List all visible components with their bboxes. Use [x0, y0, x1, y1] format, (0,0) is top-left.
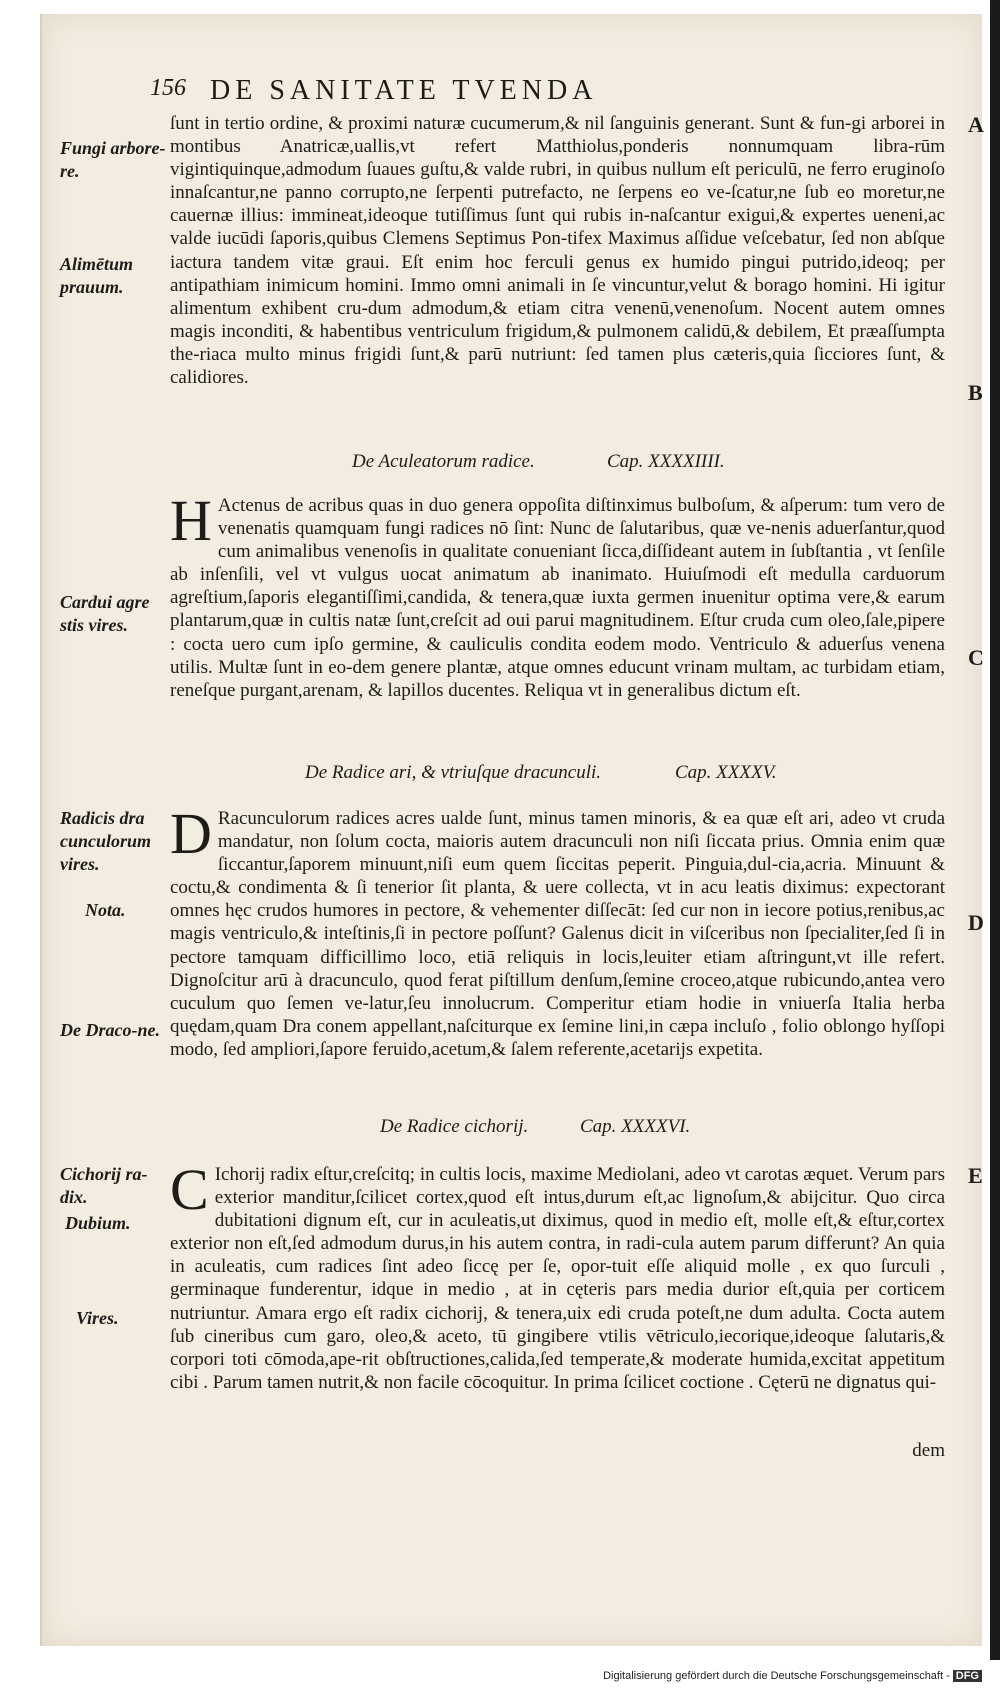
drop-cap: C: [170, 1157, 209, 1222]
margin-note-cichorij-radix: Cichorij ra-dix.: [60, 1164, 148, 1207]
paragraph-fungi: ſunt in tertio ordine, & proximi naturæ cucumerum,& nil ſanguinis generant. Sunt & fun-gi arborei in montibus Anatricæ,uallis,vt refert Matthiolus,ponderis nonnumquam libra-rūm vigintiquinque,admodum ſuaues guſtu,& valde rubri, in quibus nullum eſt periculū, ne ferro eruginoſo innaſcantur,ne panno corrupto,ne ſerpenti putrefacto, ne ſerpens eo ve-ſcatur,ne ſub eo moretur,ne cauernæ illius: immineat,ideoque tutiſſimus ſunt qui rubis in-naſcantur exigui,& expertes ueneni,ac valde iucūdi ſaporis,quibus Clemens Septimus Pon-tifex Maximus aſſidue veſcebatur, ſed non abſque iactura tandem vitæ graui. Eſt enim hoc ferculi genus ex humido pingui putrido,ideoq; per antipathiam inimicum homini. Immo omni animali in ſe vincuntur,velut & borago homini. Hi igitur alimentum exhibent cru-dum admodum,& etiam citra venenū,venenoſum. Nocent autem omnes magis inconditi, & habentibus ventriculum frigidum,& pulmonem calidū,& debilem, Et præaſſumpta the-riaca multo minus frigidi ſunt,& parū nutriunt: ſed tamen plus cæteris,quia ſicciores ſunt, & calidiores.: [170, 113, 945, 389]
side-letter-b: B: [968, 380, 983, 405]
margin-note-alimentum-pravum: Alimētum prauum.: [60, 254, 134, 297]
page-number: 156: [150, 75, 186, 101]
margin-note-cardui: Cardui agre stis vires.: [60, 592, 150, 635]
chapter-title: De Radice cichorij.: [380, 1116, 529, 1137]
margin-note-de-dracone: De Draco-ne.: [60, 1020, 160, 1040]
page-edge: [990, 0, 1000, 1660]
margin-note-vires: Vires.: [76, 1308, 119, 1328]
paragraph-text: Racunculorum radices acres ualde ſunt, minus tamen minoris, & ea quæ eſt ari, adeo vt cruda mandatur, non ſolum cocta, maioris autem dracunculi non niſi ſiccata prius. Omnia enim quæ ſiccantur,ſaporem minuunt,niſi eum quem ſiccitas peperit. Pinguia,dul-cia,acria. Minuunt & coctu,& condimenta & ſi tenerior ſit planta, & uere collecta, vt in acu leatis diximus: expectorant omnes hęc crudos humores in pectore, & vehementer diſſecāt: ſed cur non in iecore potius,renibus,ac magis ventriculo,& inteſtinis,ſi in pectore poſſunt? Galenus dicit in viſceribus non ſpecialiter,ſed ſi in pectore tamquam difficillimo loco, etiā reliquis in locis,leuiter etiam aſtringunt,vt ille refert. Dignoſcitur arū à dracunculo, quod ferat piſtillum denſum,ſemine croceo,atque rubicundo,antea vero cuculum quo ſemen ve-latur,ſeu innolucrum. Comperitur etiam hodie in vniuerſa Italia herba quędam,quam Dra conem appellant,naſciturque ex ſemine lini,in cæpa incluſo , folio oblongo hyſſopi modo, ſed ampliori,ſapore feruido,acetum,& ſalem referente,acetarijs expetita.: [170, 808, 945, 1060]
margin-note-dubium: Dubium.: [65, 1213, 131, 1233]
paragraph-text: Actenus de acribus quas in duo genera oppoſita diſtinximus bulboſum, & aſperum: tum vero de venenatis quamquam fungi radices nō ſint: Nunc de ſalutaribus, quæ ve-nenis aduerſantur,quod cum animalibus venenoſis in qualitate conueniant ſicca,diſſideant autem in ſubſtantia , vt ſenſile ab inſenſili, vel vt vulgus uocat animatum ab inanimato. Huiuſmodi eſt medulla carduorum agreſtium,ſaporis elegantiſſimi,candida, & tenera,quæ iuxta germen inuenitur optima vere,& earum plantarum,quæ in cultis natæ ſunt,creſcit ad oui parui magnitudinem. Eſtur cruda cum oleo,ſale,pipere : cocta uero cum ipſo germine, & cauliculis condita eodem modo. Ventriculo & aduerſus venena utilis. Multæ ſunt in eo-dem genere plantæ, atque omnes educunt vrinam multam, ac turbidam etiam, reneſque purgant,arenam, & lapillos ducentes. Reliqua vt in generalibus dictum eſt.: [170, 495, 945, 701]
chapter-heading-44: [352, 451, 725, 473]
footer-text: Digitalisierung gefördert durch die Deutsche Forschungsgemeinschaft -: [603, 1670, 950, 1682]
drop-cap: D: [170, 801, 212, 866]
paragraph-text: Ichorij radix eſtur,creſcitq; in cultis locis, maxime Mediolani, adeo vt carotas æquet. Verum pars exterior manditur,ſcilicet cortex,quod eſt intus,durum eſt,ac lignoſum,& abijcitur. Quo circa dubitationi dignum eſt, cur in aculeatis,ut diximus, quod in medio eſt, molle eſt,& eſtur,cortex exterior non eſt,ſed admodum durus,in his autem contra, in radi-cula autem parum differunt? An quia in aculeatis, cum radices ſint adeo ſiccę per ſe, opor-tuit eſſe aliquid molle , ex quo ſurculi , germinaque funderentur, idque in medio , at in cęteris pars media durior eſt,quia per corticem nutriuntur. Amara ergo eſt radix cichorij, & tenera,uix edi cruda poteſt,ne dum adulta. Cocta autem ſub cineribus cum garo, oleo,& aceto, tū gingibere vtilis vētriculo,iecorique,ideoque ſalutaris,& corpori toti cōmoda,ape-rit obſtructiones,calida,ſed temperate,& moderate humida,excitat appetitum cibi . Parum tamen nutrit,& non facile cōcoquitur. In prima ſcilicet coctione . Cęterū ne dignatus qui-: [170, 1164, 945, 1393]
side-letter-d: D: [968, 910, 984, 935]
chapter-number: Cap. XXXXV.: [675, 762, 777, 783]
chapter-number: Cap. XXXXVI.: [580, 1116, 691, 1137]
margin-note-radicis-dracunculorum: Radicis dra cunculorum vires.: [60, 808, 152, 874]
chapter-title: De Radice ari, & vtriuſque dracunculi.: [305, 762, 602, 783]
side-letter-e: E: [968, 1163, 983, 1188]
running-title: DE SANITATE TVENDA: [210, 75, 598, 106]
margin-note-fungi-arborei: Fungi arbore-re.: [60, 138, 166, 181]
page-header: [150, 75, 790, 115]
chapter-number: Cap. XXXXIIII.: [607, 451, 725, 472]
catchword: dem: [912, 1440, 945, 1461]
margin-note-nota: Nota.: [85, 900, 126, 920]
side-letter-c: C: [968, 645, 984, 670]
paragraph-dracunculi: [170, 801, 945, 1061]
digitization-footer: [603, 1670, 982, 1682]
chapter-heading-45: [305, 762, 777, 784]
paragraph-cichorij: [170, 1157, 945, 1394]
drop-cap: H: [170, 488, 212, 553]
chapter-title: De Aculeatorum radice.: [352, 451, 535, 472]
paragraph-aculeatorum: [170, 488, 945, 702]
chapter-heading-46: [380, 1116, 691, 1138]
side-letter-a: A: [968, 112, 984, 137]
dfg-logo: DFG: [953, 1670, 982, 1682]
